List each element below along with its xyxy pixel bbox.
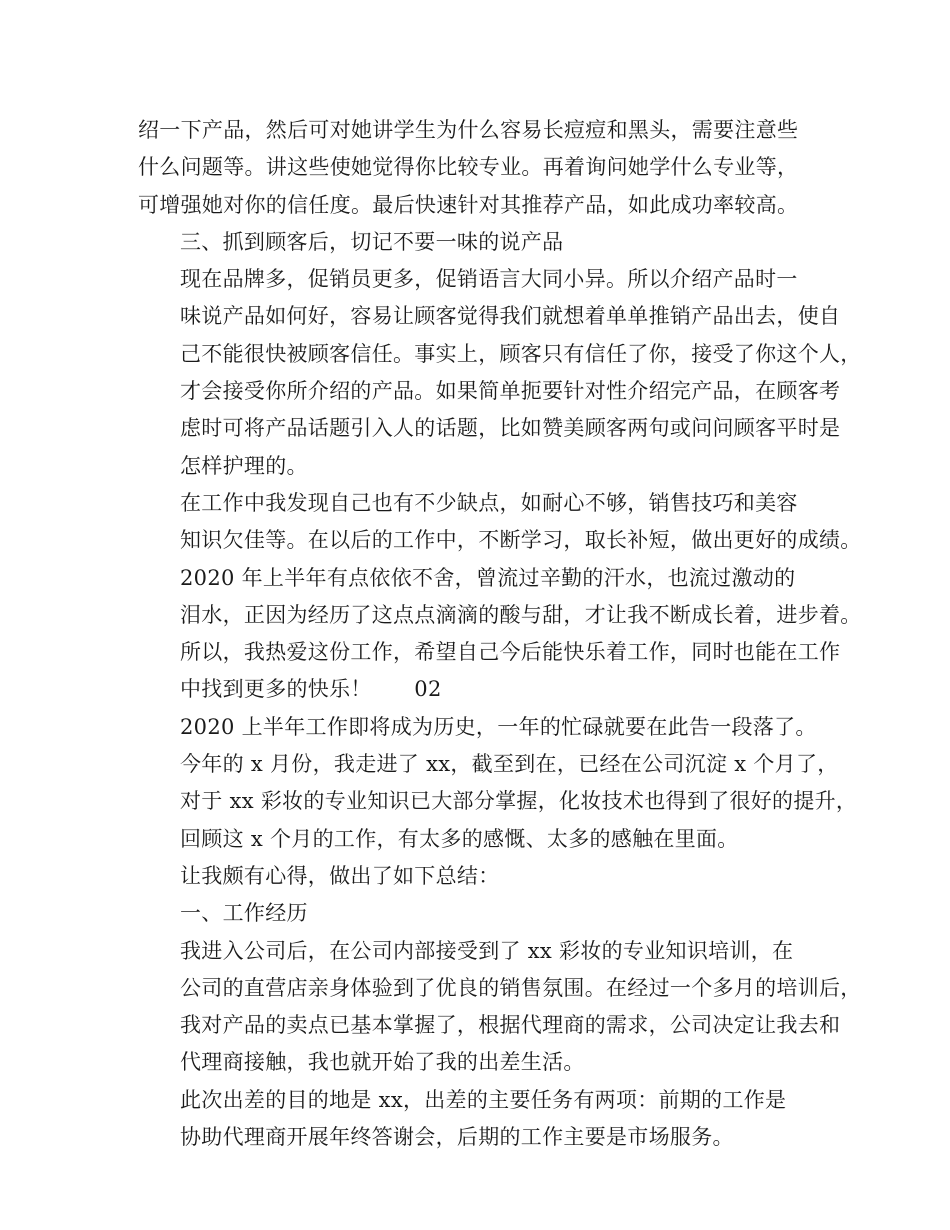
paragraph	[138, 933, 862, 1082]
paragraph	[138, 746, 858, 858]
text-line: 公司的直营店亲身体验到了优良的销售氛围。在经过一个多月的培训后，	[180, 975, 862, 1000]
text-line: 泪水，正因为经历了这点点滴滴的酸与甜，才让我不断成长着，进步着。	[180, 602, 862, 627]
text-line: 所以，我热爱这份工作，希望自己今后能快乐着工作，同时也能在工作	[180, 640, 841, 665]
text-line: 协助代理商开展年终答谢会，后期的工作主要是市场服务。	[180, 1125, 734, 1150]
text-line: 此次出差的目的地是 xx，出差的主要任务有两项：前期的工作是	[180, 1087, 787, 1112]
text-line: 今年的 x 月份，我走进了 xx，截至到在，已经在公司沉淀 x 个月了，	[180, 752, 839, 777]
paragraph	[138, 560, 862, 709]
text-line: 2020 上半年工作即将成为历史，一年的忙碌就要在此告一段落了。	[180, 714, 817, 739]
paragraph	[138, 709, 818, 746]
paragraph	[138, 895, 818, 932]
text-line: 知识欠佳等。在以后的工作中，不断学习，取长补短，做出更好的成绩。	[180, 528, 862, 553]
paragraph	[138, 858, 818, 895]
text-line: 让我颇有心得，做出了如下总结：	[180, 863, 500, 888]
text-line: 可增强她对你的信任度。最后快速针对其推荐产品，如此成功率较高。	[138, 192, 799, 217]
text-line: 中找到更多的快乐！ 02	[180, 677, 442, 702]
paragraph	[138, 112, 818, 224]
document-body	[138, 112, 862, 1156]
text-line: 己不能很快被顾客信任。事实上，顾客只有信任了你，接受了你这个人，	[180, 341, 862, 366]
text-line: 一、工作经历	[180, 901, 308, 926]
paragraph	[138, 261, 862, 485]
text-line: 我对产品的卖点已基本掌握了，根据代理商的需求，公司决定让我去和	[180, 1013, 841, 1038]
paragraph	[138, 1082, 818, 1157]
paragraph	[138, 224, 818, 261]
text-line: 回顾这 x 个月的工作，有太多的感慨、太多的感触在里面。	[180, 826, 739, 851]
text-line: 2020 年上半年有点依依不舍，曾流过辛勤的汗水，也流过激动的	[180, 565, 796, 590]
text-line: 我进入公司后，在公司内部接受到了 xx 彩妆的专业知识培训，在	[180, 938, 794, 963]
text-line: 怎样护理的。	[180, 453, 308, 478]
text-line: 代理商接触，我也就开始了我的出差生活。	[180, 1050, 585, 1075]
text-line: 才会接受你所介绍的产品。如果简单扼要针对性介绍完产品，在顾客考	[180, 379, 841, 404]
text-line: 虑时可将产品话题引入人的话题，比如赞美顾客两句或问问顾客平时是	[180, 416, 841, 441]
paragraph	[138, 485, 862, 560]
text-line: 绍一下产品，然后可对她讲学生为什么容易长痘痘和黑头，需要注意些	[138, 118, 799, 142]
text-line: 什么问题等。讲这些使她觉得你比较专业。再着询问她学什么专业等，	[138, 155, 799, 180]
text-line: 对于 xx 彩妆的专业知识已大部分掌握，化妆技术也得到了很好的提升，	[180, 789, 858, 814]
text-line: 三、抓到顾客后，切记不要一味的说产品	[180, 229, 564, 254]
text-line: 在工作中我发现自己也有不少缺点，如耐心不够，销售技巧和美容	[180, 490, 798, 515]
text-line: 现在品牌多，促销员更多，促销语言大同小异。所以介绍产品时一	[180, 267, 798, 292]
text-line: 味说产品如何好，容易让顾客觉得我们就想着单单推销产品出去，使自	[180, 304, 841, 329]
